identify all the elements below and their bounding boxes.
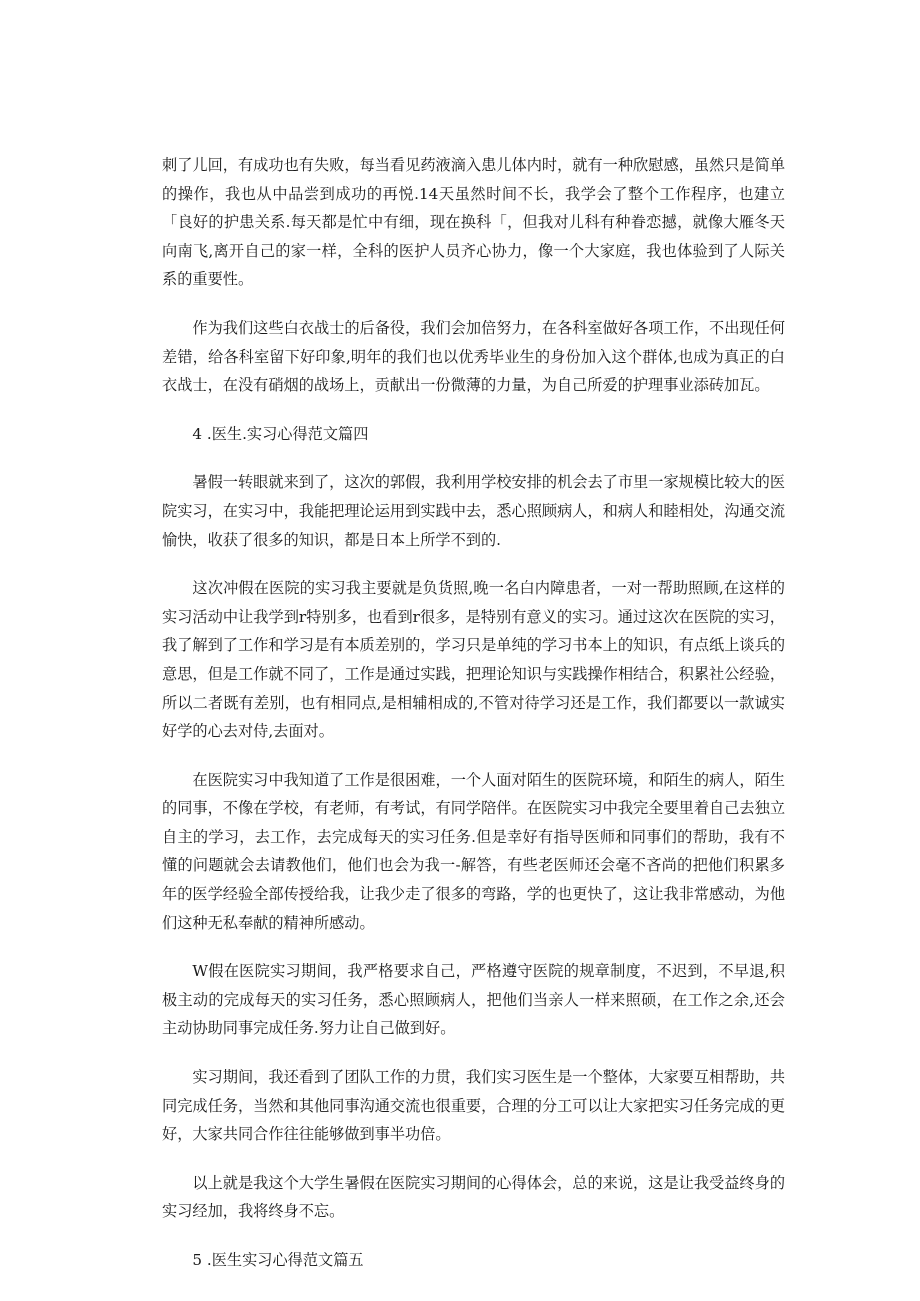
paragraph-pediatrics-reflection: 刺了儿回，有成功也有失败，每当看见药液滴入患儿体内时，就有一种欣慰感，虽然只是简单的操作，我也从中品尝到成功的再悦.14天虽然时间不长，我学会了整个工作程序，也建立「良好的护患关系.每天都是忙中有细，现在换科「，但我对儿科有种眷恋撼，就像大雁冬天向南飞,离开自己的家一样，全科的医护人员齐心协力，像一个大家庭，我也体验到了人际关系的重要性。	[162, 156, 785, 289]
paragraph-work-vs-study: 这次冲假在医院的实习我主要就是负货照,晚一名白内障患者，一对一帮助照顾,在这样的实习活动中让我学到r特别多，也看到r很多，是特别有意义的实习。通过这次在医院的实习，我了解到了工作和学习是有本质差别的，学习只是单纯的学习书本上的知识，有点纸上谈兵的意思，但是工作就不同了，工作是通过实践，把理论知识与实践操作相结合，积累社公经验，所以二者既有差别，也有相同点,是相辅相成的,不管对待学习还是工作，我们都要以一款诚实好学的心去对侍,去面对。	[162, 579, 785, 741]
paragraph-conclusion: 以上就是我这个大学生暑假在医院实习期间的心得体会，总的来说，这是让我受益终身的实习经加，我将终身不忘。	[162, 1173, 785, 1221]
paragraph-future-commitment: 作为我们这些白衣战士的后备役，我们会加倍努力，在各科室做好各项工作，不出现任何差错，给各科室留下好印象,明年的我们也以优秀毕业生的身份加入这个群体,也成为真正的白衣战士，在没有硝烟的战场上，贡献出一份微薄的力量，为自己所爱的护理事业添砖加瓦。	[162, 318, 785, 395]
section-heading-five: 5 .医生实习心得范文篇五	[192, 1251, 364, 1269]
paragraph-discipline: W假在医院实习期间，我严格要求自己，严格遵守医院的规章制度，不迟到，不早退,积极主动的完成每天的实习任务，悉心照顾病人，把他们当亲人一样来照硕，在工作之余,还会主动协助同事完成任务.努力让自己做到好。	[162, 962, 785, 1038]
paragraph-mentor-help: 在医院实习中我知道了工作是很困难，一个人面对陌生的医院环境，和陌生的病人，陌生的同事，不像在学校，有老师，有考试，有同学陪伴。在医院实习中我完全要里着自己去独立自主的学习，去工作，去完成每天的实习任务.但是幸好有指导医师和同事们的帮助，我有不懂的问题就会去请教他们，他们也会为我一-解答，有些老医师还会毫不吝尚的把他们积累多年的医学经验全部传授给我，让我少走了很多的弯路，学的也更快了，这让我非常感动，为他们这种无私奉献的精神所感动。	[162, 770, 785, 932]
paragraph-summer-internship-intro: 暑假一转眼就来到了，这次的郭假，我利用学校安排的机会去了市里一家规模比较大的医院实习，在实习中，我能把理论运用到实践中去，悉心照顾病人，和病人和睦相处，沟通交流愉快，收获了很多的知识，都是日本上所学不到的.	[162, 473, 785, 549]
paragraph-teamwork: 实习期间，我还看到了团队工作的力贯，我们实习医生是一个整体，大家要互相帮助，共同完成任务，当然和其他同事沟通交流也很重要，合理的分工可以让大家把实习任务完成的更好，大家共同合作往往能够做到事半功倍。	[162, 1068, 785, 1144]
section-heading-four: 4 .医生.实习心得范文篇四	[192, 424, 369, 443]
document-body	[162, 151, 785, 1295]
